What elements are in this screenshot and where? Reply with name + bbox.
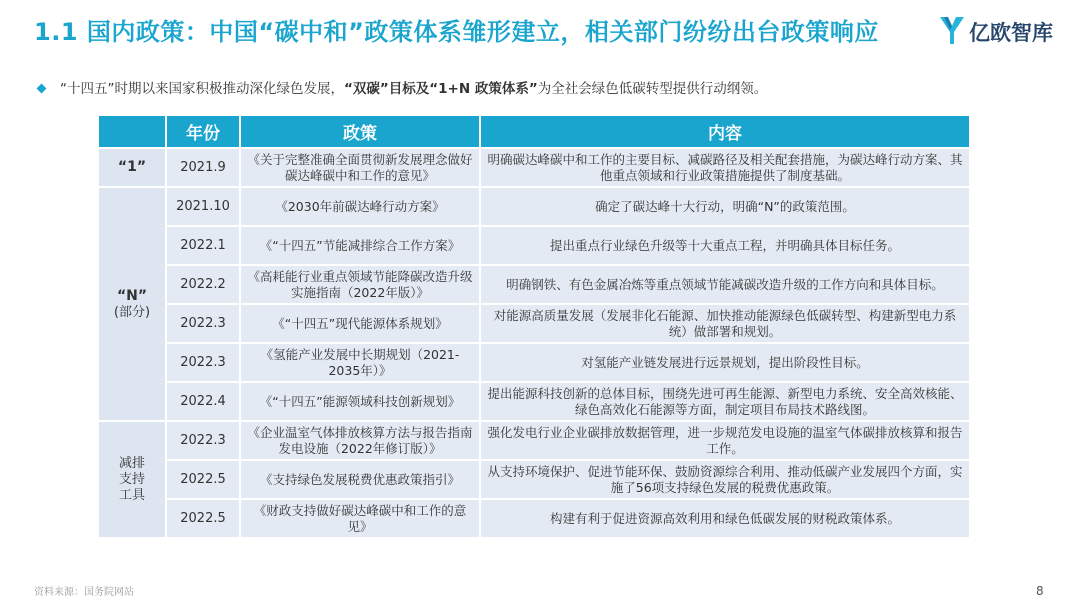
logo-text: 亿欧智库 (969, 21, 1053, 45)
table-row (98, 343, 970, 382)
category-label: “1” (117, 159, 147, 175)
year-cell: 2022.4 (166, 382, 240, 421)
table-row (98, 421, 970, 460)
content-cell: 提出能源科技创新的总体目标，围绕先进可再生能源、新型电力系统、安全高效核能、绿色高效化石能源等方面，制定项目布局技术路线图。 (480, 382, 970, 421)
year-cell: 2022.3 (166, 343, 240, 382)
source-note: 资料来源：国务院网站 (34, 587, 134, 598)
category-label: “N” (116, 287, 148, 304)
year-cell: 2022.3 (166, 421, 240, 460)
year-cell: 2022.2 (166, 265, 240, 304)
policy-cell: 《关于完整准确全面贯彻新发展理念做好碳达峰碳中和工作的意见》 (240, 148, 480, 187)
year-cell: 2021.9 (166, 148, 240, 187)
table-row (98, 226, 970, 265)
policy-cell: 《“十四五”能源领域科技创新规划》 (240, 382, 480, 421)
table-row (98, 148, 970, 187)
header-year: 年份 (166, 115, 240, 148)
brand-logo (938, 14, 1064, 48)
year-cell: 2022.5 (166, 460, 240, 499)
table-header-row (98, 115, 970, 148)
logo-icon (938, 14, 966, 46)
page-title: 1.1 国内政策：中国“碳中和”政策体系雏形建立，相关部门纷纷出台政策响应 (34, 18, 879, 46)
page-number: 8 (1036, 584, 1044, 598)
year-cell: 2022.5 (166, 499, 240, 538)
subtitle-part2: 为全社会绿色低碳转型提供行动纲领。 (537, 81, 768, 97)
policy-cell: 《财政支持做好碳达峰碳中和工作的意见》 (240, 499, 480, 538)
content-cell: 从支持环境保护、促进节能环保、鼓励资源综合利用、推动低碳产业发展四个方面，实施了56项支持绿色发展的税费优惠政策。 (480, 460, 970, 499)
subtitle-part1: “十四五”时期以来国家积极推动深化绿色发展， (60, 81, 344, 97)
table-row (98, 304, 970, 343)
diamond-bullet-icon (37, 83, 47, 93)
year-cell: 2021.10 (166, 187, 240, 226)
category-cell-tools: 减排 支持 工具 (98, 421, 166, 538)
content-cell: 构建有利于促进资源高效利用和绿色低碳发展的财税政策体系。 (480, 499, 970, 538)
policy-table (97, 114, 971, 539)
policy-cell: 《2030年前碳达峰行动方案》 (240, 187, 480, 226)
policy-cell: 《“十四五”现代能源体系规划》 (240, 304, 480, 343)
category-cell-1 (98, 148, 166, 187)
policy-cell: 《“十四五”节能减排综合工作方案》 (240, 226, 480, 265)
header-content: 内容 (480, 115, 970, 148)
content-cell: 确定了碳达峰十大行动，明确“N”的政策范围。 (480, 187, 970, 226)
year-cell: 2022.3 (166, 304, 240, 343)
category-cell-n (98, 187, 166, 421)
content-cell: 对氢能产业链发展进行远景规划，提出阶段性目标。 (480, 343, 970, 382)
subtitle (34, 77, 767, 97)
year-cell: 2022.1 (166, 226, 240, 265)
header-category (98, 115, 166, 148)
table-row (98, 499, 970, 538)
table-row (98, 265, 970, 304)
content-cell: 明确钢铁、有色金属冶炼等重点领域节能减碳改造升级的工作方向和具体目标。 (480, 265, 970, 304)
policy-cell: 《企业温室气体排放核算方法与报告指南发电设施（2022年修订版）》 (240, 421, 480, 460)
content-cell: 对能源高质量发展（发展非化石能源、加快推动能源绿色低碳转型、构建新型电力系统）做部署和规划。 (480, 304, 970, 343)
subtitle-bold: “双碳”目标及“1+N 政策体系” (344, 81, 538, 97)
content-cell: 强化发电行业企业碳排放数据管理，进一步规范发电设施的温室气体碳排放核算和报告工作。 (480, 421, 970, 460)
policy-cell: 《氢能产业发展中长期规划（2021-2035年）》 (240, 343, 480, 382)
policy-cell: 《支持绿色发展税费优惠政策指引》 (240, 460, 480, 499)
table-row (98, 460, 970, 499)
header-policy: 政策 (240, 115, 480, 148)
table-row (98, 382, 970, 421)
policy-cell: 《高耗能行业重点领域节能降碳改造升级实施指南（2022年版）》 (240, 265, 480, 304)
content-cell: 提出重点行业绿色升级等十大重点工程，并明确具体目标任务。 (480, 226, 970, 265)
table-row (98, 187, 970, 226)
content-cell: 明确碳达峰碳中和工作的主要目标、减碳路径及相关配套措施，为碳达峰行动方案、其他重点领域和行业政策措施提供了制度基础。 (480, 148, 970, 187)
category-sublabel: (部分) (113, 304, 151, 320)
